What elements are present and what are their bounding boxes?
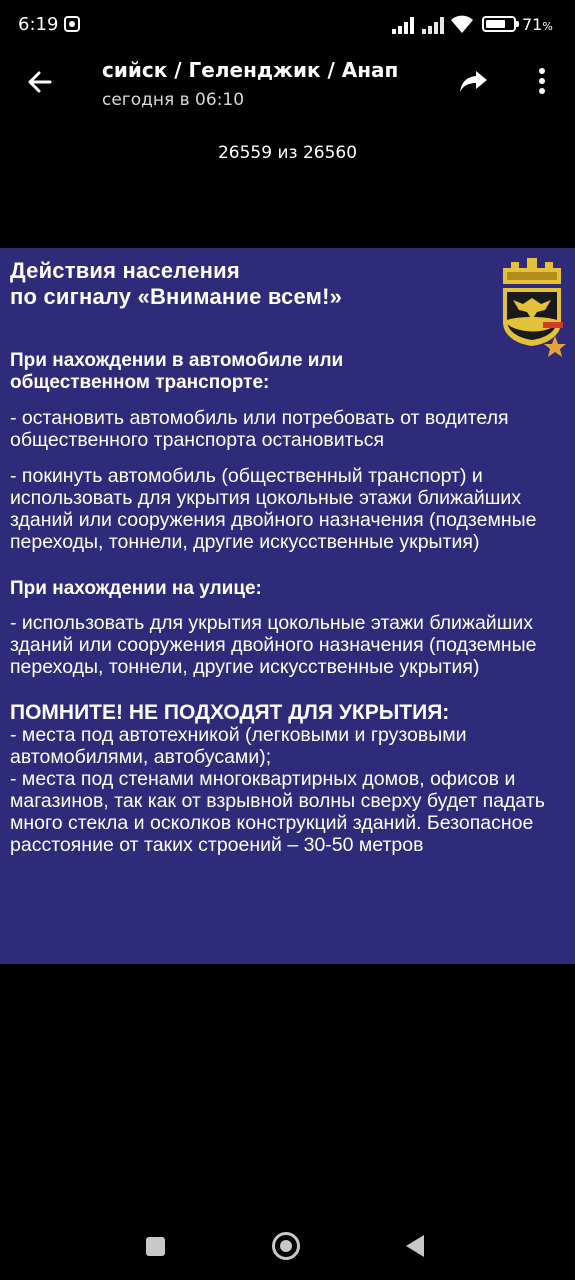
poster-title-line: по сигналу «Внимание всем!» [10, 284, 343, 309]
arrow-left-icon [20, 62, 60, 102]
coat-of-arms-icon [497, 254, 567, 362]
poster-title-line: Действия населения [10, 258, 240, 283]
warning-text: - места под автотехникой (легковыми и грузовыми автомобилями, автобусами); - места под стенами многоквартирных домов, офисов и магазинов, так как от взрывной волны сверху будет падать много стекла и осколков конструкций зданий. Безопасное расстояние от таких строений – 30-50 метров [10, 724, 545, 856]
recent-apps-button[interactable] [146, 1237, 165, 1256]
poster-image [0, 248, 575, 964]
signal-strength-icon [392, 16, 418, 34]
system-back-button[interactable] [406, 1235, 424, 1257]
section-text: - покинуть автомобиль (общественный транспорт) и использовать для укрытия цокольные этажи ближайших зданий или сооружения двойного назначения (подземные переходы, тоннели, другие искусственные укрытия) [10, 465, 537, 553]
notification-app-icon [64, 16, 80, 32]
section-heading: При нахождении в автомобиле или общественном транспорте: [10, 350, 344, 393]
battery-icon [482, 16, 516, 32]
battery-percent: 71% [522, 15, 553, 34]
section-text: - остановить автомобиль или потребовать от водителя общественного транспорта остановиться [10, 407, 509, 451]
post-timestamp: сегодня в 06:10 [102, 90, 245, 110]
chat-title: сийск / Геленджик / Анап [102, 58, 399, 82]
section-text: - использовать для укрытия цокольные этажи ближайших зданий или сооружения двойного назначения (подземные переходы, тоннели, другие искусственные укрытия) [10, 612, 537, 678]
status-bar [0, 0, 575, 52]
status-time: 6:19 [18, 14, 59, 35]
section-heading: При нахождении на улице: [10, 578, 262, 599]
more-options-button[interactable] [528, 64, 556, 98]
warning-heading: ПОМНИТЕ! НЕ ПОДХОДЯТ ДЛЯ УКРЫТИЯ: [10, 701, 450, 724]
poster-title [10, 258, 480, 310]
more-vertical-icon [528, 64, 556, 98]
image-counter: 26559 из 26560 [217, 143, 358, 163]
share-button[interactable] [456, 64, 490, 98]
wifi-icon [450, 14, 474, 34]
signal-strength-icon [422, 16, 448, 34]
share-icon [456, 64, 490, 98]
back-button[interactable] [20, 62, 60, 102]
home-button[interactable] [272, 1232, 300, 1260]
